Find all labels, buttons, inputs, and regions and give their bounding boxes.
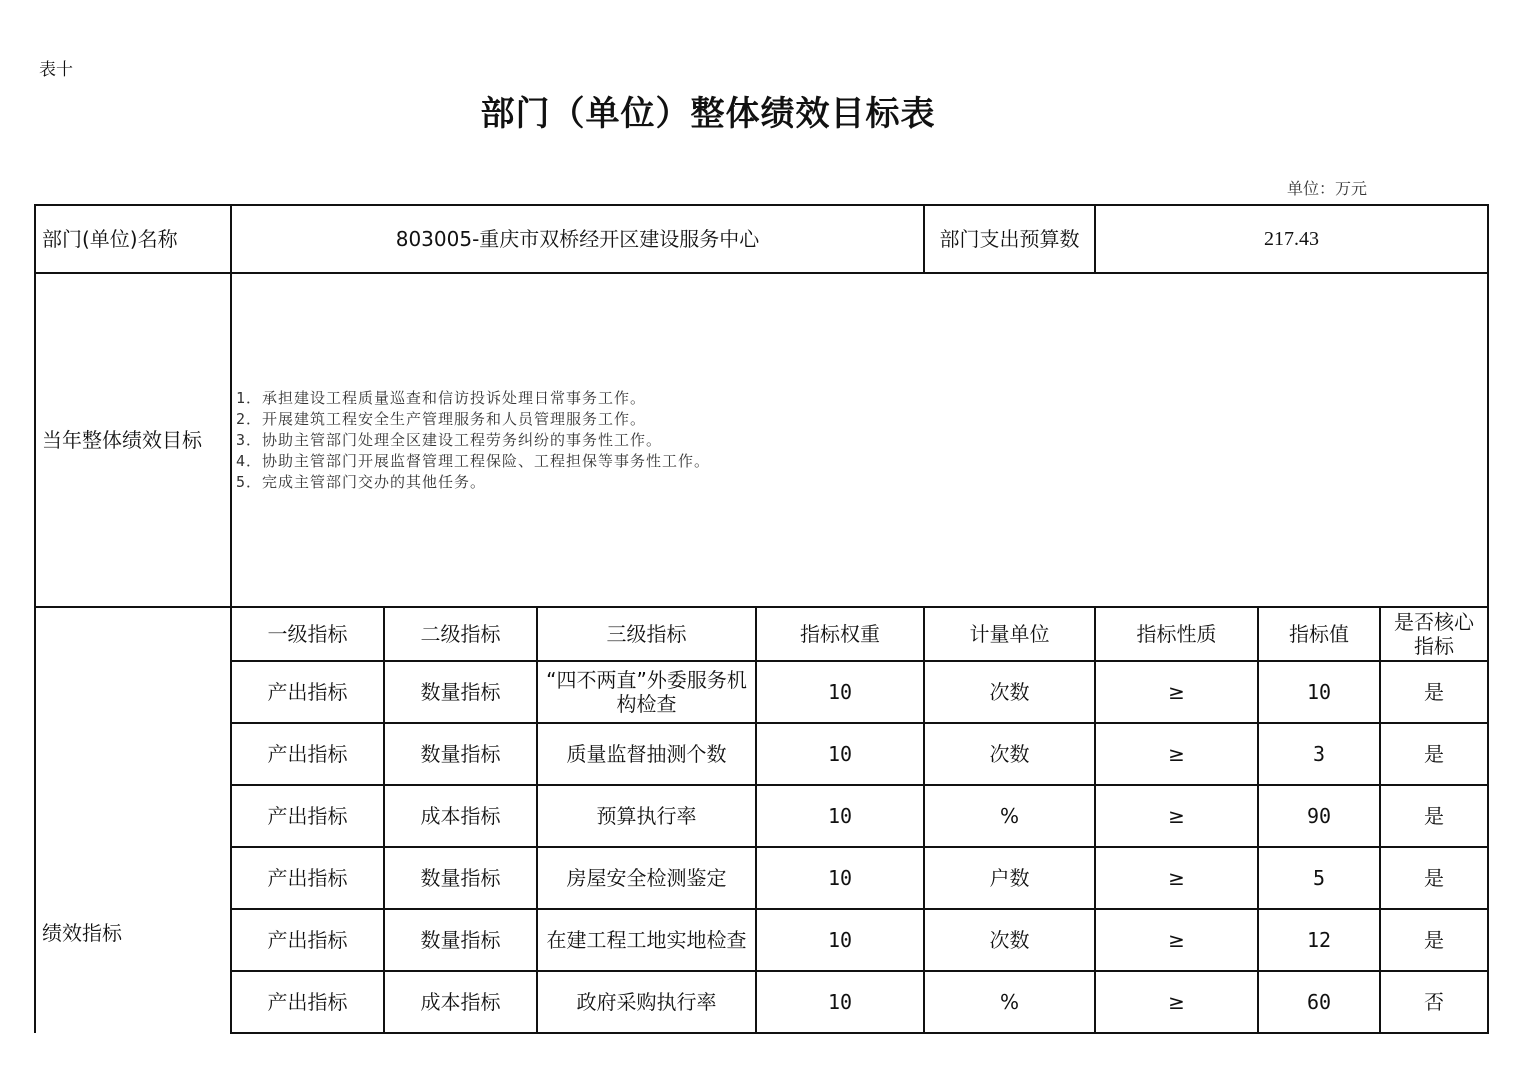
column-header-weight: 指标权重 [756,607,924,661]
dept-info-row [35,205,1488,273]
cell-unit: % [924,971,1095,1033]
cell-value: 60 [1258,971,1380,1033]
cell-value: 10 [1258,661,1380,723]
cell-nature: ≥ [1095,785,1258,847]
cell-value: 90 [1258,785,1380,847]
cell-core: 是 [1380,847,1488,909]
cell-unit: 次数 [924,661,1095,723]
kpi-section-label: 绩效指标 [35,607,231,1033]
column-header-core [1380,607,1488,661]
cell-level1: 产出指标 [231,723,384,785]
column-header-level2: 二级指标 [384,607,537,661]
core-header-line: 指标 [1414,634,1455,658]
cell-weight: 10 [756,909,924,971]
goal-line: 2．开展建筑工程安全生产管理服务和人员管理服务工作。 [236,409,647,428]
cell-level2: 数量指标 [384,723,537,785]
cell-unit: 户数 [924,847,1095,909]
table-row [35,971,1488,1033]
budget-value: 217.43 [1095,205,1488,273]
core-header-line: 是否核心 [1394,610,1475,634]
column-header-unit: 计量单位 [924,607,1095,661]
cell-value: 3 [1258,723,1380,785]
cell-value: 12 [1258,909,1380,971]
page-title: 部门（单位）整体绩效目标表 [480,94,936,134]
goal-line: 4．协助主管部门开展监督管理工程保险、工程担保等事务性工作。 [236,451,711,470]
table-row [35,661,1488,723]
cell-core: 是 [1380,785,1488,847]
cell-unit: 次数 [924,723,1095,785]
table-number-label: 表十 [39,60,73,80]
cell-level3: 政府采购执行率 [537,971,756,1033]
goal-line: 3．协助主管部门处理全区建设工程劳务纠纷的事务性工作。 [236,430,663,449]
cell-level1: 产出指标 [231,785,384,847]
cell-nature: ≥ [1095,909,1258,971]
cell-level2: 数量指标 [384,909,537,971]
cell-level3: “四不两直”外委服务机构检查 [537,661,756,723]
cell-unit: % [924,785,1095,847]
cell-weight: 10 [756,971,924,1033]
cell-level1: 产出指标 [231,971,384,1033]
table-row [35,909,1488,971]
annual-goal-content [231,273,1488,607]
cell-value: 5 [1258,847,1380,909]
cell-weight: 10 [756,785,924,847]
unit-note: 单位：万元 [1287,179,1368,198]
cell-nature: ≥ [1095,661,1258,723]
annual-goal-label: 当年整体绩效目标 [35,273,231,607]
cell-level1: 产出指标 [231,661,384,723]
table-row [35,785,1488,847]
dept-name-value: 803005-重庆市双桥经开区建设服务中心 [231,205,924,273]
cell-level2: 成本指标 [384,785,537,847]
cell-level3: 质量监督抽测个数 [537,723,756,785]
column-header-level1: 一级指标 [231,607,384,661]
cell-level2: 数量指标 [384,661,537,723]
cell-level3: 在建工程工地实地检查 [537,909,756,971]
cell-level2: 成本指标 [384,971,537,1033]
cell-level3: 房屋安全检测鉴定 [537,847,756,909]
table-row [35,847,1488,909]
cell-level2: 数量指标 [384,847,537,909]
kpi-header-row [35,607,1488,661]
cell-nature: ≥ [1095,971,1258,1033]
cell-level1: 产出指标 [231,909,384,971]
table-row [35,723,1488,785]
cell-core: 是 [1380,723,1488,785]
column-header-nature: 指标性质 [1095,607,1258,661]
goal-line: 5．完成主管部门交办的其他任务。 [236,472,487,491]
cell-unit: 次数 [924,909,1095,971]
goal-line: 1．承担建设工程质量巡查和信访投诉处理日常事务工作。 [236,388,647,407]
cell-weight: 10 [756,661,924,723]
cell-core: 是 [1380,661,1488,723]
cell-level3: 预算执行率 [537,785,756,847]
column-header-level3: 三级指标 [537,607,756,661]
cell-core: 是 [1380,909,1488,971]
cell-weight: 10 [756,723,924,785]
cell-core: 否 [1380,971,1488,1033]
cell-nature: ≥ [1095,723,1258,785]
budget-label: 部门支出预算数 [924,205,1095,273]
dept-name-label: 部门(单位)名称 [35,205,231,273]
annual-goal-row [35,273,1488,607]
cell-weight: 10 [756,847,924,909]
cell-nature: ≥ [1095,847,1258,909]
cell-level1: 产出指标 [231,847,384,909]
performance-table [34,204,1489,1034]
column-header-value: 指标值 [1258,607,1380,661]
